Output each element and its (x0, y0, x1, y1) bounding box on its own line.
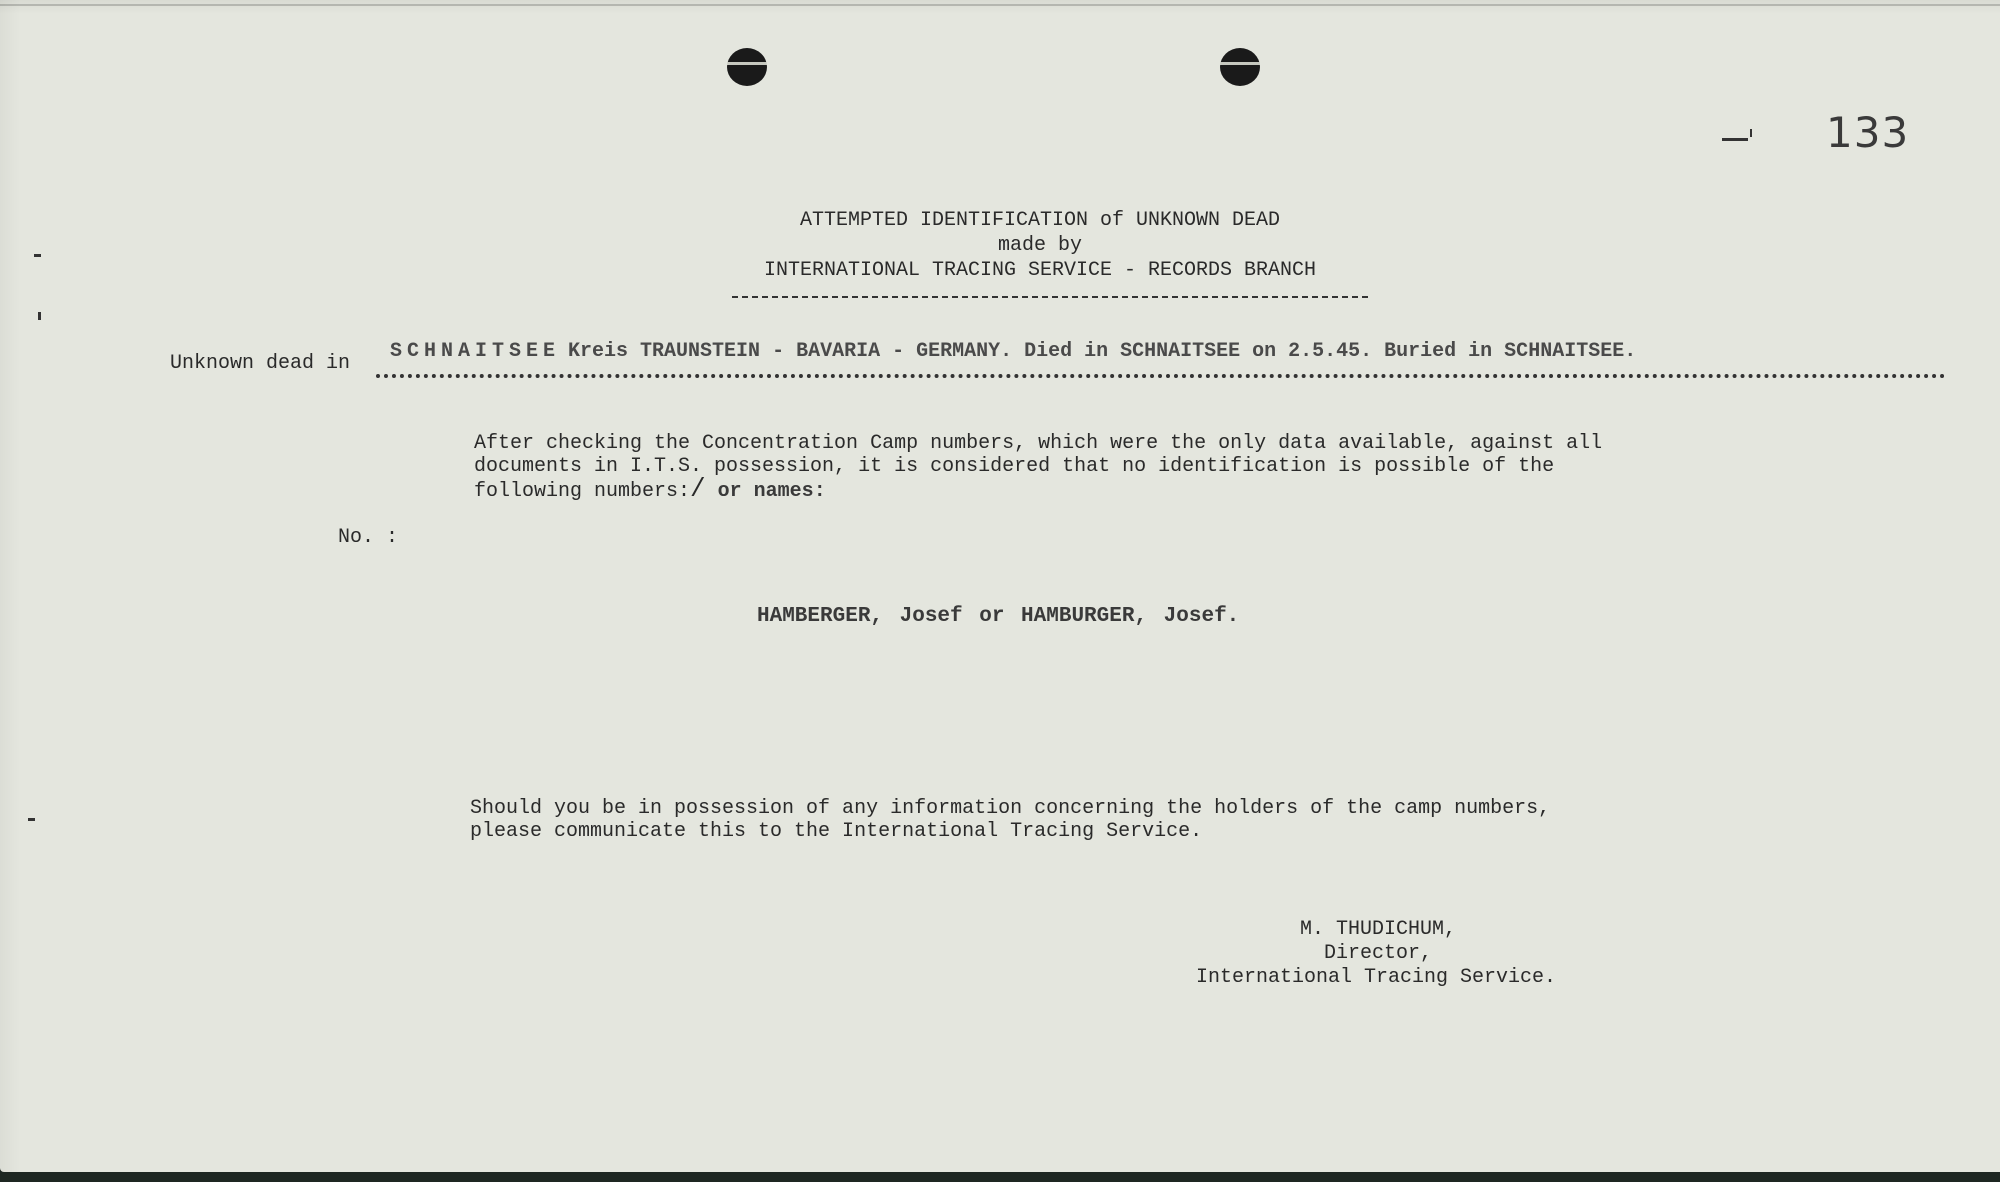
document-header (640, 208, 1440, 283)
paragraph-line (474, 474, 1602, 504)
header-made-by: made by (997, 234, 1082, 257)
signatory-title: Director, (1324, 942, 1433, 965)
paragraph-line: documents in I.T.S. possession, it is considered that no identification is possible of the (474, 455, 1555, 478)
slash-mark: / (690, 474, 706, 504)
paragraph-line: please communicate this to the International Tracing Service. (470, 820, 1203, 843)
dotted-fill-line (376, 374, 1946, 378)
header-title: ATTEMPTED IDENTIFICATION of UNKNOWN DEAD (799, 209, 1281, 232)
names-entry: HAMBERGER, Josef or HAMBURGER, Josef. (757, 605, 1240, 628)
page-mark (1722, 138, 1748, 141)
paragraph-line: After checking the Concentration Camp numbers, which were the only data available, against all (474, 432, 1603, 455)
signatory-name: M. THUDICHUM, (1300, 918, 1457, 941)
following-numbers-text: following numbers: (474, 480, 691, 503)
header-dashed-rule (732, 296, 1368, 298)
punch-hole-right (1220, 48, 1260, 86)
place-of-death (390, 340, 1636, 363)
edge-mark (34, 254, 41, 257)
place-details: Kreis TRAUNSTEIN - BAVARIA - GERMANY. Died in SCHNAITSEE on 2.5.45. Buried in SCHNAITSEE. (568, 340, 1637, 363)
checking-paragraph (474, 432, 1602, 503)
paragraph-line: Should you be in possession of any information concerning the holders of the camp numbers, (470, 797, 1551, 820)
punch-hole-left (727, 48, 767, 86)
or-names-text: or names: (717, 480, 826, 503)
edge-mark (28, 818, 35, 821)
unknown-dead-label: Unknown dead in (170, 352, 351, 375)
page-number: 133 (1826, 108, 1910, 157)
top-edge-line (0, 4, 2000, 6)
header-organization: INTERNATIONAL TRACING SERVICE - RECORDS BRANCH (763, 259, 1317, 282)
edge-mark (38, 312, 41, 320)
place-name-spaced: SCHNAITSEE (390, 340, 561, 363)
number-label: No. : (338, 526, 399, 549)
signatory-organization: International Tracing Service. (1196, 966, 1557, 989)
request-paragraph (470, 797, 1550, 843)
